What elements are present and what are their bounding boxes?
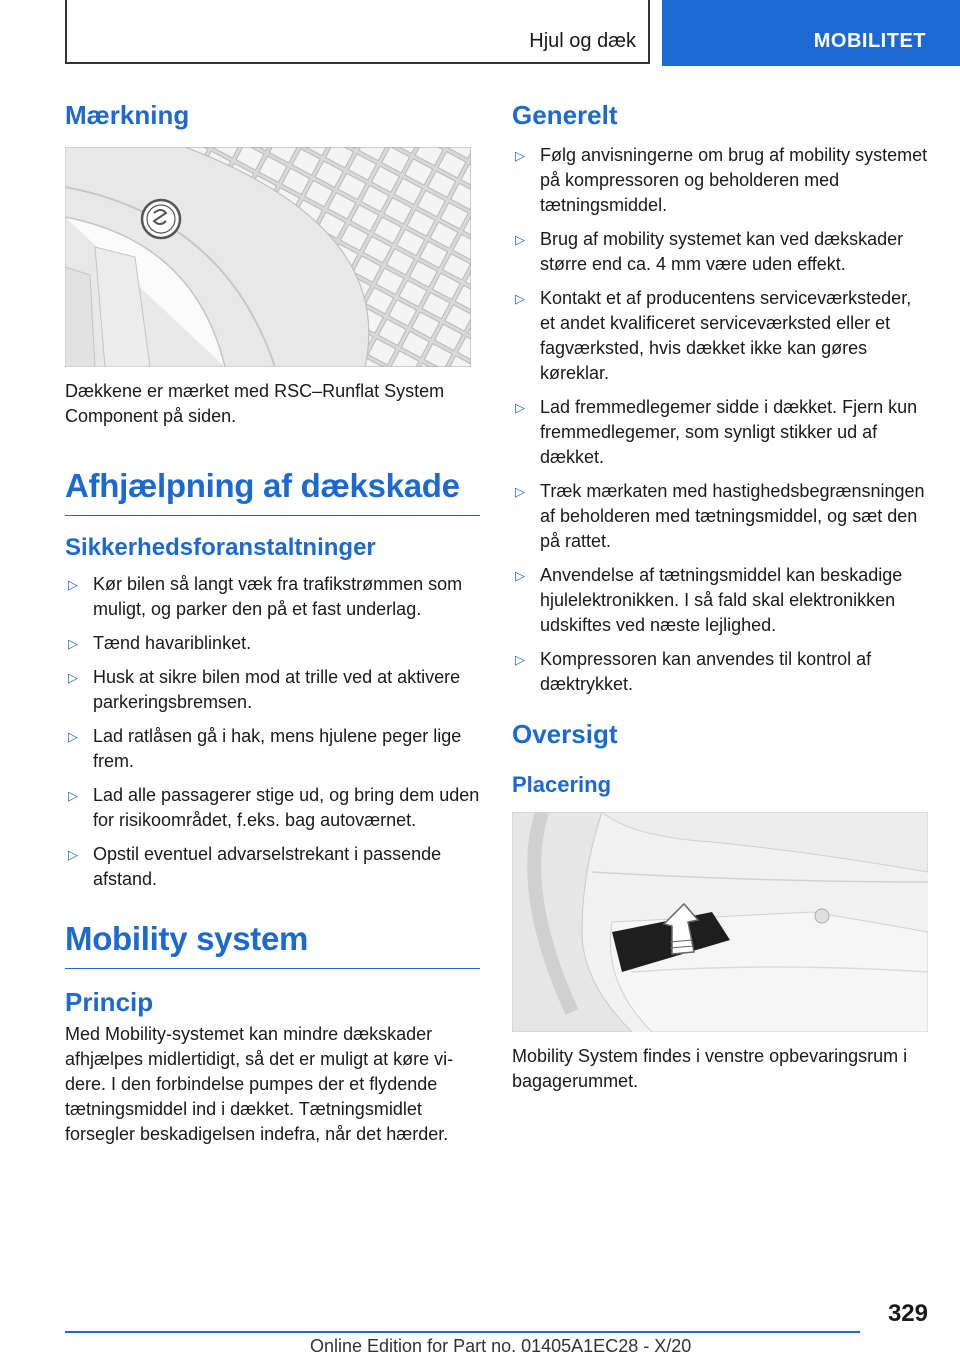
placement-heading: Placering — [512, 772, 612, 797]
marking-heading: Mærkning — [65, 100, 190, 130]
bullet-triangle-icon: ▷ — [515, 484, 525, 499]
list-item: ▷ Kontakt et af producentens serviceværksteder, et andet kvalificeret serviceværksted eller et fagværksted, hvis dækket ikke kan gøres køreklar. — [515, 288, 912, 383]
section-tab — [662, 0, 960, 66]
list-item: ▷ Kør bilen så langt væk fra trafikstrømmen som muligt, og parker den på et fast underlag. — [68, 574, 463, 619]
bullet-triangle-icon: ▷ — [68, 729, 78, 744]
chapter-title: Hjul og dæk — [529, 30, 636, 52]
list-item: ▷ Anvendelse af tætningsmiddel kan beskadige hjulelektronikken. I så fald skal elektronikken udskiftes ved næste lejlighed. — [515, 565, 903, 635]
mobility-heading: Mobility system — [65, 920, 480, 969]
bullet-triangle-icon: ▷ — [68, 670, 78, 685]
list-item: ▷ Lad ratlåsen gå i hak, mens hjulene peger lige frem. — [68, 726, 462, 771]
tire-marking-illustration — [65, 147, 471, 367]
general-list — [512, 143, 928, 697]
edition-note: Online Edition for Part no. 01405A1EC28 - X/20 — [310, 1336, 692, 1356]
header-chapter-box — [65, 0, 650, 64]
marking-caption: Dækkene er mærket med RSC–Runflat System Component på siden. — [65, 381, 445, 426]
bullet-triangle-icon: ▷ — [515, 148, 525, 163]
principle-text: Med Mobility-systemet kan mindre dækskader afhjælpes midlertidigt, så det er muligt at køre videre. I den forbindelse pumpes der et flydende tætningsmiddel ind i dækket. Tætningsmidlet forsegler beskadigelsen indefra, når det hærder. — [65, 1024, 454, 1144]
general-heading: Generelt — [512, 100, 618, 130]
list-item: ▷ Husk at sikre bilen mod at trille ved at aktivere parkeringsbremsen. — [68, 667, 461, 712]
bullet-triangle-icon: ▷ — [515, 291, 525, 306]
list-item: ▷ Tænd havariblinket. — [65, 631, 480, 656]
bullet-triangle-icon: ▷ — [68, 788, 78, 803]
bullet-triangle-icon: ▷ — [68, 847, 78, 862]
placement-caption: Mobility System findes i venstre opbevaringsrum i bagagerummet. — [512, 1046, 908, 1091]
aid-heading: Afhjælpning af dækskade — [65, 467, 480, 516]
bullet-triangle-icon: ▷ — [515, 568, 525, 583]
list-item: ▷ Opstil eventuel advarselstrekant i passende afstand. — [68, 844, 442, 889]
safety-list — [65, 572, 480, 892]
bullet-triangle-icon: ▷ — [68, 636, 78, 651]
safety-heading: Sikkerhedsforanstaltninger — [65, 534, 376, 561]
right-column — [512, 100, 928, 1094]
list-item: ▷ Kompressoren kan anvendes til kontrol af dæktrykket. — [515, 649, 872, 694]
left-column — [65, 100, 480, 1147]
bullet-triangle-icon: ▷ — [515, 652, 525, 667]
trunk-storage-illustration — [512, 812, 928, 1032]
page-number: 329 — [887, 1300, 928, 1327]
list-item: ▷ Lad alle passagerer stige ud, og bring dem uden for risikoområdet, f.eks. bag autoværnet. — [68, 785, 480, 830]
overview-heading: Oversigt — [512, 719, 618, 749]
bullet-triangle-icon: ▷ — [68, 577, 78, 592]
page-header — [0, 0, 960, 66]
principle-heading: Princip — [65, 987, 154, 1017]
list-item: ▷ Brug af mobility systemet kan ved dækskader større end ca. 4 mm være uden effekt. — [515, 229, 904, 274]
section-title: MOBILITET — [813, 30, 926, 52]
bullet-triangle-icon: ▷ — [515, 400, 525, 415]
bullet-triangle-icon: ▷ — [515, 232, 525, 247]
footer-rule — [65, 1331, 860, 1333]
list-item: ▷ Lad fremmedlegemer sidde i dækket. Fjern kun fremmedlegemer, som synligt stikker ud af dækket. — [515, 397, 918, 467]
list-item: ▷ Træk mærkaten med hastighedsbegrænsningen af beholderen med tætningsmiddel, og sæt den på rattet. — [515, 481, 925, 551]
list-item: ▷ Følg anvisningerne om brug af mobility systemet på kompressoren og beholderen med tætningsmiddel. — [515, 145, 928, 215]
